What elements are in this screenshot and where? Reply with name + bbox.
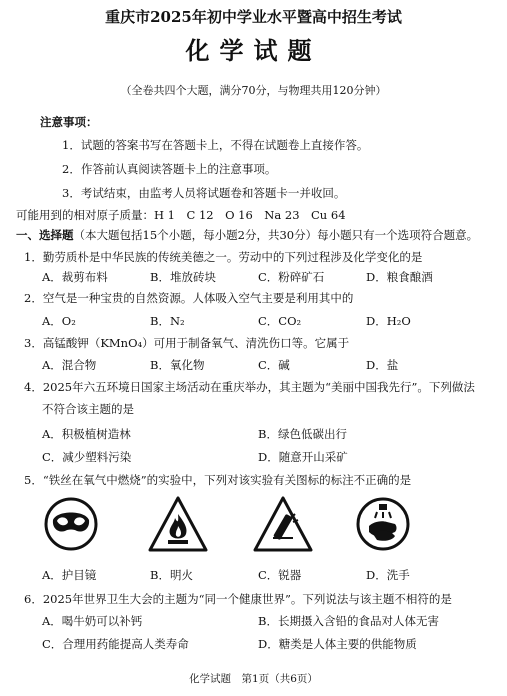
option-b: B．氧化物	[150, 358, 205, 372]
option-a: A．O₂	[42, 314, 76, 328]
exam-title: 重庆市2025年初中学业水平暨高中招生考试	[105, 8, 402, 26]
option-a: A．积极植树造林	[42, 427, 131, 441]
option-b: B．明火	[150, 568, 193, 582]
option-b: B．长期摄入含铅的食品对人体无害	[258, 614, 439, 628]
option-d: D．糖类是人体主要的供能物质	[258, 637, 417, 651]
option-d: D．盐	[366, 358, 399, 372]
note-item: 1．试题的答案书写在答题卡上，不得在试题卷上直接作答。	[62, 138, 369, 152]
exam-subtitle: （全卷共四个大题，满分70分，与物理共用120分钟）	[120, 84, 387, 97]
goggles-icon	[43, 496, 99, 552]
note-item: 2．作答前认真阅读答题卡上的注意事项。	[62, 162, 277, 176]
section-description: （本大题包括15个小题，每小题2分，共30分）每小题只有一个选项符合题意。	[73, 228, 479, 242]
option-a: A．裁剪布料	[42, 270, 108, 284]
option-d: D．洗手	[366, 568, 410, 582]
option-c: C．粉碎矿石	[258, 270, 325, 284]
question-stem: 1．勤劳质朴是中华民族的传统美德之一。劳动中的下列过程涉及化学变化的是	[24, 250, 423, 264]
hand-washing-icon	[355, 496, 411, 552]
option-c: C．合理用药能提高人类寿命	[42, 637, 189, 651]
question-stem: 4．2025年六五环境日国家主场活动在重庆举办，其主题为“美丽中国我先行”。下列做法	[24, 380, 475, 394]
option-c: C．减少塑料污染	[42, 450, 132, 464]
page-footer: 化学试题 第1页（共6页）	[189, 673, 318, 685]
option-c: C．碱	[258, 358, 290, 372]
section-label: 一、选择题	[16, 228, 74, 242]
option-a: A．喝牛奶可以补钙	[42, 614, 143, 628]
question-stem: 5．“铁丝在氧气中燃烧”的实验中，下列对该实验有关图标的标注不正确的是	[24, 473, 412, 487]
subject-title: 化学试题	[185, 36, 322, 65]
question-stem-continued: 不符合该主题的是	[42, 402, 134, 416]
open-flame-icon	[146, 494, 210, 554]
question-stem: 3．高锰酸钾（KMnO₄）可用于制备氧气、清洗伤口等。它属于	[24, 336, 350, 350]
notes-heading: 注意事项：	[40, 115, 98, 129]
option-b: B．绿色低碳出行	[258, 427, 347, 441]
sharp-object-icon	[251, 494, 315, 554]
option-c: C．锐器	[258, 568, 302, 582]
option-d: D．粮食酿酒	[366, 270, 433, 284]
option-a: A．混合物	[42, 358, 97, 372]
question-stem: 6．2025年世界卫生大会的主题为“同一个健康世界”。下列说法与该主题不相符的是	[24, 592, 452, 606]
option-d: D．H₂O	[366, 314, 411, 328]
atomic-masses: 可能用到的相对原子质量：H 1 C 12 O 16 Na 23 Cu 64	[16, 208, 346, 222]
question-stem: 2．空气是一种宝贵的自然资源。人体吸入空气主要是利用其中的	[24, 291, 354, 305]
option-d: D．随意开山采矿	[258, 450, 348, 464]
note-item: 3．考试结束，由监考人员将试题卷和答题卡一并收回。	[62, 186, 346, 200]
option-c: C．CO₂	[258, 314, 302, 328]
option-b: B．N₂	[150, 314, 185, 328]
option-b: B．堆放砖块	[150, 270, 216, 284]
option-a: A．护目镜	[42, 568, 97, 582]
